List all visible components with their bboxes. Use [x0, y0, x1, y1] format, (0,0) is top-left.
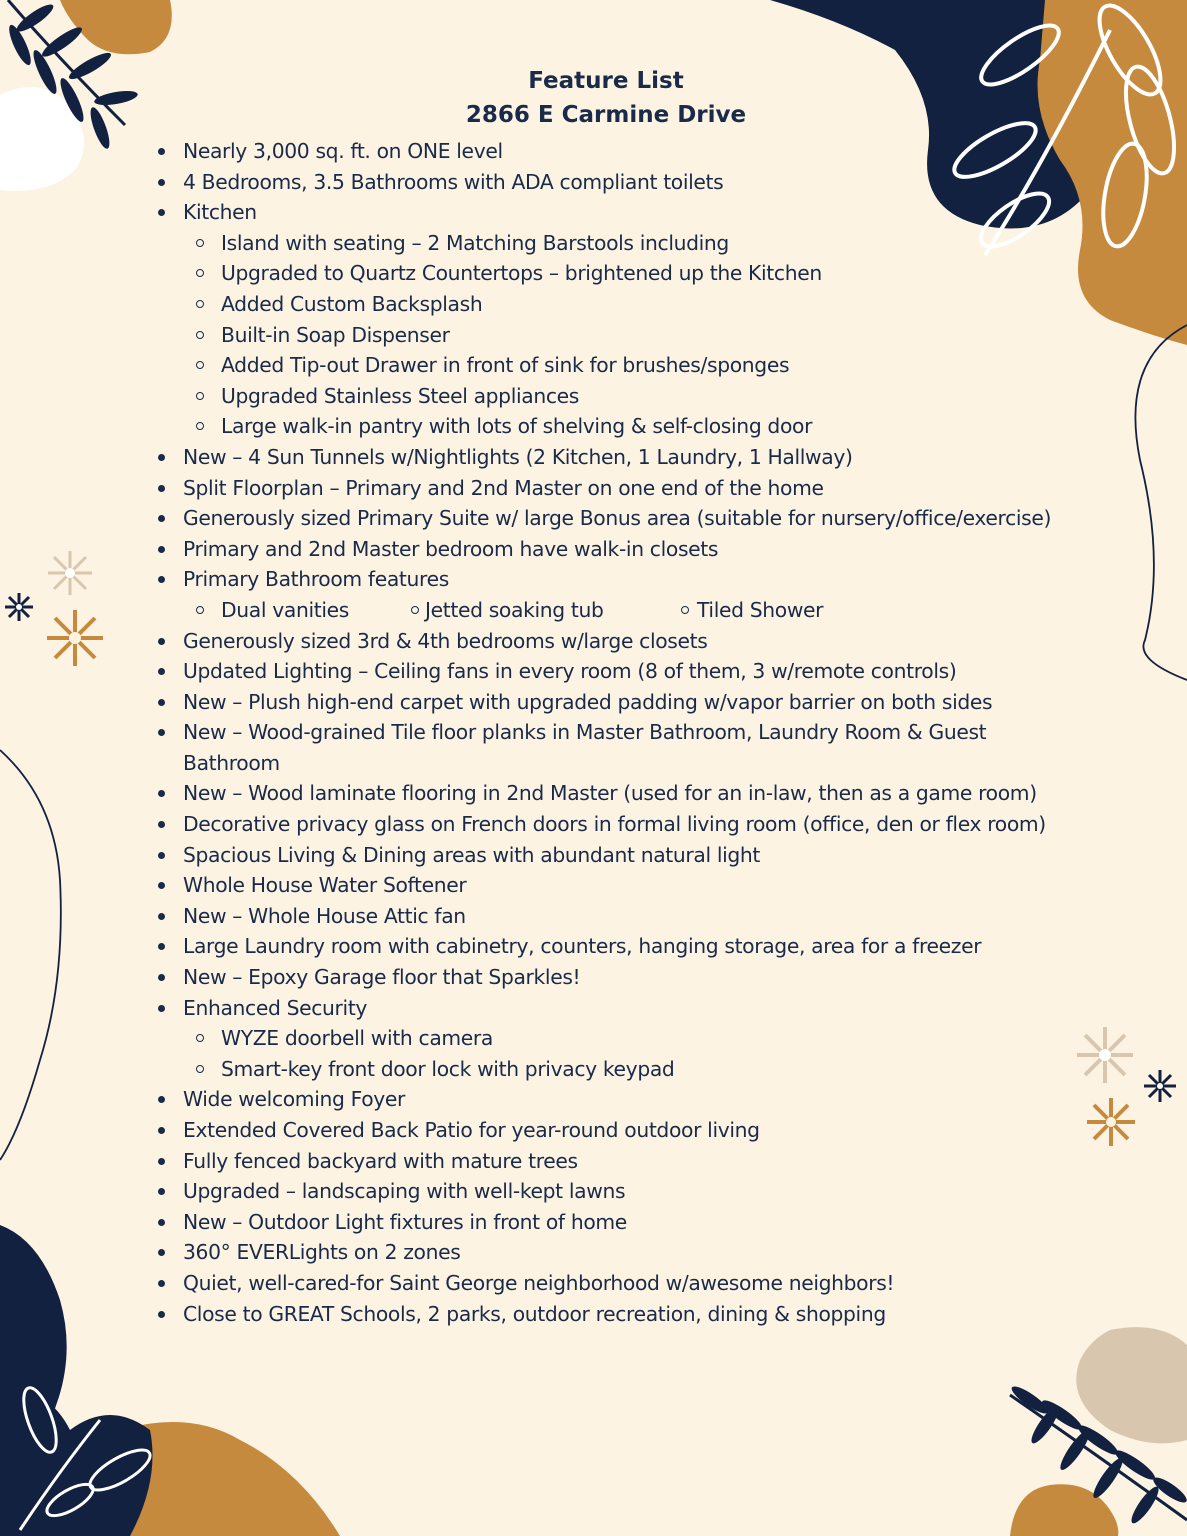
feature-item: [158, 1268, 1063, 1299]
flower-right-beige-icon: [1077, 1027, 1133, 1083]
feature-text: Split Floorplan – Primary and 2nd Master on one end of the home: [183, 475, 824, 500]
feature-text: 4 Bedrooms, 3.5 Bathrooms with ADA compliant toilets: [183, 169, 724, 194]
feature-text: Wide welcoming Foyer: [183, 1087, 406, 1112]
feature-subitem: Large walk-in pantry with lots of shelving & self-closing door: [183, 411, 1063, 442]
feature-item: [158, 717, 1063, 778]
feature-text: Updated Lighting – Ceiling fans in every room (8 of them, 3 w/remote controls): [183, 659, 957, 684]
feature-text: New – 4 Sun Tunnels w/Nightlights (2 Kitchen, 1 Laundry, 1 Hallway): [183, 444, 853, 469]
property-address: 2866 E Carmine Drive: [465, 102, 747, 128]
feature-text: New – Plush high-end carpet with upgraded padding w/vapor barrier on both sides: [183, 689, 993, 714]
feature-text: Large Laundry room with cabinetry, counters, hanging storage, area for a freezer: [183, 934, 982, 959]
flower-right-ochre-icon: [1087, 1098, 1135, 1146]
feature-inline-subitems: [183, 595, 1063, 626]
curve-left-edge: [0, 750, 61, 1160]
feature-item: [158, 136, 1063, 167]
feature-text: Close to GREAT Schools, 2 parks, outdoor recreation, dining & shopping: [183, 1301, 886, 1326]
feature-item: [158, 197, 1063, 442]
feature-text: Quiet, well-cared-for Saint George neighborhood w/awesome neighbors!: [183, 1270, 895, 1295]
feature-item: [158, 1237, 1063, 1268]
feature-subitem: Island with seating – 2 Matching Barstools including: [183, 228, 1063, 259]
feature-text: Primary and 2nd Master bedroom have walk-in closets: [183, 536, 719, 561]
feature-text: 360° EVERLights on 2 zones: [183, 1240, 461, 1265]
feature-subitem: Tiled Shower: [681, 595, 823, 626]
feature-item: [158, 626, 1063, 657]
feature-subitem: Smart-key front door lock with privacy keypad: [183, 1054, 1063, 1085]
feature-text: Decorative privacy glass on French doors in formal living room (office, den or flex room): [183, 812, 1046, 837]
feature-item: [158, 1299, 1063, 1330]
feature-item: [158, 1176, 1063, 1207]
flower-left-ochre-icon: [47, 610, 103, 666]
feature-text: Kitchen: [183, 200, 257, 225]
feature-sublist: [183, 1023, 1063, 1084]
feature-item: [158, 473, 1063, 504]
feature-subitem: WYZE doorbell with camera: [183, 1023, 1063, 1054]
flower-left-beige-icon: [48, 551, 92, 595]
feature-text: Enhanced Security: [183, 995, 368, 1020]
feature-item: [158, 442, 1063, 473]
feature-text: New – Epoxy Garage floor that Sparkles!: [183, 965, 581, 990]
feature-item: [158, 870, 1063, 901]
feature-item: [158, 809, 1063, 840]
feature-text: Primary Bathroom features: [183, 567, 449, 592]
feature-item: [158, 534, 1063, 565]
feature-text: New – Wood laminate flooring in 2nd Master (used for an in-law, then as a game room): [183, 781, 1037, 806]
feature-text: Spacious Living & Dining areas with abundant natural light: [183, 842, 761, 867]
feature-item: [158, 778, 1063, 809]
feature-text: Nearly 3,000 sq. ft. on ONE level: [183, 139, 503, 163]
blob-top-left-ochre: [60, 0, 172, 54]
feature-text: Extended Covered Back Patio for year-round outdoor living: [183, 1118, 760, 1142]
feature-item: [158, 993, 1063, 1085]
feature-text: Upgraded – landscaping with well-kept lawns: [183, 1179, 626, 1204]
feature-subitem: Built-in Soap Dispenser: [183, 320, 1063, 351]
flower-left-navy-icon: [5, 593, 33, 621]
feature-item: [158, 931, 1063, 962]
feature-list: [158, 136, 1063, 1329]
feature-subitem: Dual vanities: [183, 595, 411, 626]
feature-item: [158, 1115, 1063, 1146]
feature-item: [158, 167, 1063, 198]
feature-item: [158, 1084, 1063, 1115]
feature-item: [158, 1146, 1063, 1177]
feature-sublist: [183, 228, 1063, 442]
feature-item: [158, 564, 1063, 625]
feature-text: Generously sized Primary Suite w/ large Bonus area (suitable for nursery/office/exercise): [183, 506, 1052, 531]
feature-text: New – Outdoor Light fixtures in front of home: [183, 1209, 627, 1234]
feature-subitem: Upgraded to Quartz Countertops – brightened up the Kitchen: [183, 258, 1063, 289]
feature-item: [158, 656, 1063, 687]
page-title: Feature List: [528, 68, 684, 94]
feature-text: New – Wood-grained Tile floor planks in Master Bathroom, Laundry Room & Guest Bathroom: [183, 720, 987, 775]
curve-right-edge: [1135, 325, 1187, 680]
feature-text: New – Whole House Attic fan: [183, 903, 466, 928]
feature-item: [158, 962, 1063, 993]
feature-text: Fully fenced backyard with mature trees: [183, 1148, 578, 1173]
feature-subitem: Added Tip-out Drawer in front of sink for brushes/sponges: [183, 350, 1063, 381]
feature-text: Whole House Water Softener: [183, 873, 467, 898]
feature-text: Generously sized 3rd & 4th bedrooms w/large closets: [183, 628, 708, 653]
feature-item: [158, 1207, 1063, 1238]
feature-item: [158, 503, 1063, 534]
flower-right-navy-icon: [1144, 1070, 1176, 1102]
feature-subitem: Upgraded Stainless Steel appliances: [183, 381, 1063, 412]
feature-item: [158, 901, 1063, 932]
blob-bottom-right-beige: [1076, 1327, 1187, 1443]
feature-item: [158, 840, 1063, 871]
feature-item: [158, 687, 1063, 718]
feature-subitem: Jetted soaking tub: [411, 595, 681, 626]
feature-subitem: Added Custom Backsplash: [183, 289, 1063, 320]
